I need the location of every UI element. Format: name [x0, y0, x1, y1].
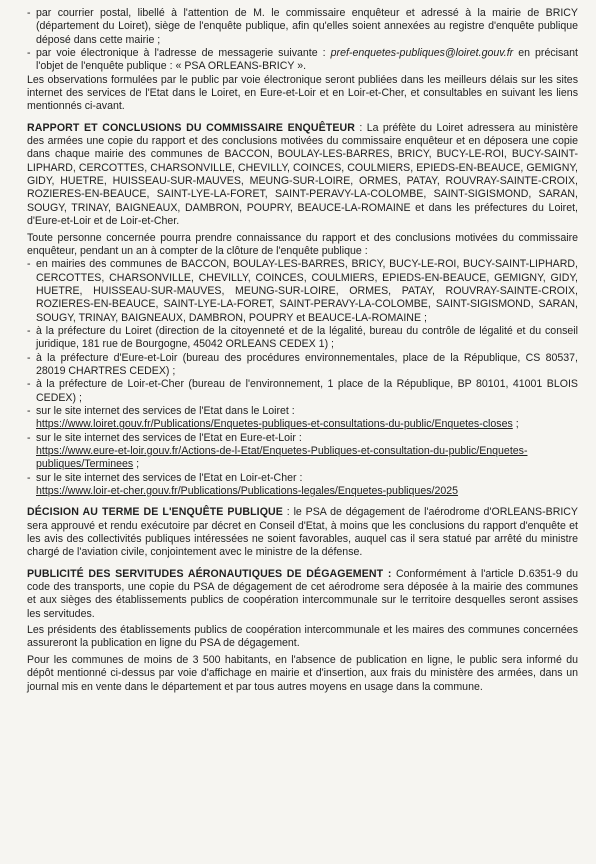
list-dash: - — [27, 7, 31, 19]
list-item-email — [27, 47, 578, 74]
prefecture-eure-et-loir-text: à la préfecture d'Eure-et-Loir (bureau des procédures environnementales, place de la République, CS 80537, 28019 CHARTRES CEDEX) ; — [36, 351, 578, 377]
publicite-heading: PUBLICITÉ DES SERVITUDES AÉRONAUTIQUES DE DÉGAGEMENT : — [27, 567, 392, 580]
list-item-prefecture-eure-et-loir — [27, 352, 578, 379]
publicite-body: Conformément à l'article D.6351-9 du code des transports, une copie du PSA de dégagement de cet aérodrome sera déposée à la mairie des communes et aux sièges des établissements publics de coopération intercommunale sur le territoire desquelles seront assises les servitudes. — [27, 567, 579, 620]
consult-paragraph: Toute personne concernée pourra prendre connaissance du rapport et des conclusions motivées du commissaire enquêteur, pendant un an à compter de la clôture de l'enquête publique : — [27, 231, 578, 257]
web-loiret-link[interactable]: https://www.loiret.gouv.fr/Publications/Enquetes-publiques-et-consultations-du-public/Enquetes-closes — [36, 418, 513, 431]
decision-paragraph — [27, 506, 578, 559]
list-item-prefecture-loir-et-cher — [27, 378, 578, 405]
list-item-web-loir-et-cher — [27, 472, 578, 485]
list-dash: - — [27, 431, 31, 444]
email-prefix: par voie électronique à l'adresse de messagerie suivante : — [36, 47, 331, 60]
list-item-postal — [27, 7, 578, 47]
mairies-text: en mairies des communes de BACCON, BOULAY-LES-BARRES, BRICY, BUCY-LE-ROI, BUCY-SAINT-LIPHARD, CERCOTTES, CHARSONVILLE, CHEVILLY, COINCES, COULMIERS, EPIEDS-EN-BEAUCE, GEMIGNY, GIDY, HUETRE, HUISSEAU-SUR-MAUVES, MEUNG-SUR-LOIRE, ORMES, PATAY, ROUVRAY-SAINTE-CROIX, ROZIERES-EN-BEAUCE, SAINT-LYE-LA-FORET, SAINT-PERAVY-LA-COLOMBE, SAINT-SIGISMOND, SARAN, SOUGY, TRINAY, BAIGNEAUX, DAMBRON, POUPRY et BEAUCE-LA-ROMAINE ; — [36, 258, 578, 324]
list-dash: - — [27, 351, 31, 364]
link-tail: ; — [512, 418, 519, 431]
rapport-heading: RAPPORT ET CONCLUSIONS DU COMMISSAIRE ENQUÊTEUR — [27, 121, 356, 134]
decision-heading: DÉCISION AU TERME DE L'ENQUÊTE PUBLIQUE — [27, 506, 283, 519]
decision-body: : le PSA de dégagement de l'aérodrome d'ORLEANS-BRICY sera approuvé et rendu exécutoire par décret en Conseil d'Etat, à moins que les conclusions du rapport d'enquête et les avis des collectivités publiques intéressées ne soient favorables, auquel cas il sera statué par arrêté du ministre chargé de l'aviation civile, conjointement avec le ministre de la défense. — [27, 506, 578, 559]
list-dash: - — [27, 404, 31, 417]
email-suffix: en précisant l'objet de l'enquête publique : « PSA ORLEANS-BRICY ». — [36, 47, 579, 73]
list-dash: - — [27, 378, 31, 391]
rapport-paragraph — [27, 122, 578, 229]
list-dash: - — [27, 258, 31, 271]
publicite-paragraph — [27, 568, 578, 621]
list-dash: - — [27, 471, 31, 484]
rapport-body: : La préfète du Loiret adressera au ministère des armées une copie du rapport et des conclusions motivées du commissaire enquêteur et en déposera une copie dans chaque mairie des communes de BACCON, BOULAY-LES-BARRES, BRICY, BUCY-LE-ROI, BUCY-SAINT-LIPHARD, CERCOTTES, CHARSONVILLE, CHEVILLY, COINCES, COULMIERS, EPIEDS-EN-BEAUCE, GEMIGNY, GIDY, HUETRE, HUISSEAU-SUR-MAUVES, MEUNG-SUR-LOIRE, ORMES, PATAY, ROUVRAY-SAINTE-CROIX, ROZIERES-EN-BEAUCE, SAINT-LYE-LA-FORET, SAINT-PERAVY-LA-COLOMBE, SAINT-SIGISMOND, SARAN, SOUGY, TRINAY, BAIGNEAUX, DAMBRON, POUPRY, BEAUCE-LA-ROMAINE et dans les préfectures du Loiret, d'Eure-et-Loir et de Loir-et-Cher. — [27, 121, 579, 228]
postal-text: par courrier postal, libellé à l'attention de M. le commissaire enquêteur et adressé à la mairie de BRICY (département du Loiret), siège de l'enquête publique, afin qu'elles soient annexées au registre d'enquête publique déposé dans cette mairie ; — [36, 7, 578, 46]
prefecture-loiret-text: à la préfecture du Loiret (direction de la citoyenneté et de la légalité, bureau du contrôle de légalité et du conseil juridique, 181 rue de Bourgogne, 45042 ORLEANS CEDEX 1) ; — [36, 324, 578, 351]
list-item-mairies — [27, 258, 578, 325]
list-item-web-eure-et-loir — [27, 432, 578, 445]
list-dash: - — [27, 324, 31, 337]
link-tail: ; — [133, 458, 140, 471]
web-eure-et-loir-link[interactable]: https://www.eure-et-loir.gouv.fr/Actions-de-l-Etat/Enquetes-Publiques-et-consultation-du-public/Enquetes-publiques/Terminees — [36, 445, 528, 471]
prefecture-loir-et-cher-text: à la préfecture de Loir-et-Cher (bureau de l'environnement, 1 place de la République, BP 80101, 41001 BLOIS CEDEX) ; — [36, 378, 578, 404]
email-address-link[interactable]: pref-enquetes-publiques@loiret.gouv.fr — [330, 47, 514, 60]
publicite-paragraph-2: Les présidents des établissements publics de coopération intercommunale et les maires des communes concernées assureront la publication en ligne du PSA de dégagement. — [27, 624, 578, 650]
web-loiret-label: sur le site internet des services de l'Etat dans le Loiret : — [36, 404, 295, 417]
web-loir-et-cher-link[interactable]: https://www.loir-et-cher.gouv.fr/Publications/Publications-legales/Enquetes-publiques/2025 — [36, 485, 459, 498]
list-item-prefecture-loiret — [27, 325, 578, 352]
list-item-web-loiret — [27, 405, 578, 418]
publicite-paragraph-3: Pour les communes de moins de 3 500 habitants, en l'absence de publication en ligne, le public sera informé du dépôt mentionné ci-dessus par voie d'affichage en mairie et d'insertion, aux frais du ministère des armées, dans un journal mis en vente dans le département et par tous autres moyens en usage dans la commune. — [27, 653, 578, 693]
web-loir-et-cher-label: sur le site internet des services de l'Etat en Loir-et-Cher : — [36, 471, 303, 484]
web-eure-et-loir-label: sur le site internet des services de l'Etat en Eure-et-Loir : — [36, 431, 302, 444]
observations-paragraph: Les observations formulées par le public par voie électronique seront publiées dans les meilleurs délais sur les sites internet des services de l'Etat dans le Loiret, en Eure-et-Loir et en Loir-et-Cher, et consultables en suivant les liens mentionnés ci-avant. — [27, 73, 578, 113]
list-dash: - — [27, 47, 31, 60]
